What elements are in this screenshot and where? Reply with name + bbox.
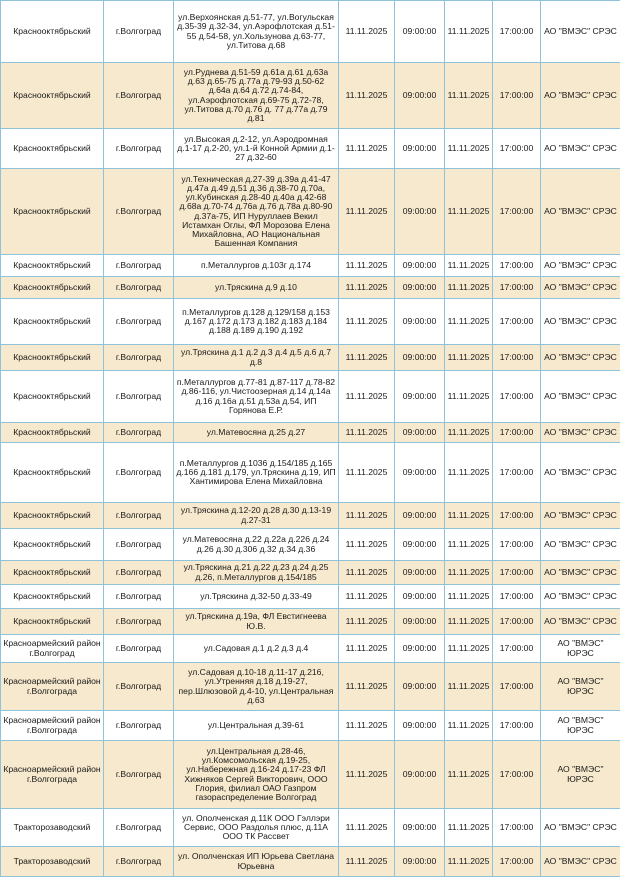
end-date-cell: 11.11.2025 [445,299,493,345]
end-date-cell: 11.11.2025 [445,63,493,129]
address-cell: ул.Тряскина д.9 д.10 [174,277,339,299]
table-row [1,503,620,529]
district-cell: Краснооктябрьский [1,371,104,423]
district-cell: Краснооктябрьский [1,63,104,129]
table-row [1,277,620,299]
end-time-cell: 17:00:00 [493,1,541,63]
start-date-cell: 11.11.2025 [339,503,395,529]
organization-cell: АО "ВМЭС" СРЭС [541,585,620,609]
address-cell: ул. Ополченская д.11К ООО Гэллэри Сервис, ООО Раздолья плюс, д.11А ООО ТК Рассвет [174,809,339,847]
end-date-cell: 11.11.2025 [445,585,493,609]
start-time-cell: 09:00:00 [395,529,445,561]
start-date-cell: 11.11.2025 [339,711,395,741]
end-time-cell: 17:00:00 [493,63,541,129]
end-time-cell: 17:00:00 [493,255,541,277]
start-date-cell: 11.11.2025 [339,663,395,711]
city-cell: г.Волгоград [104,635,174,663]
start-date-cell: 11.11.2025 [339,423,395,443]
end-date-cell: 11.11.2025 [445,277,493,299]
organization-cell: АО "ВМЭС" СРЭС [541,345,620,371]
district-cell: Краснооктябрьский [1,345,104,371]
organization-cell: АО "ВМЭС" СРЭС [541,503,620,529]
table-row [1,63,620,129]
district-cell: Краснооктябрьский [1,277,104,299]
district-cell: Тракторозаводский [1,809,104,847]
city-cell: г.Волгоград [104,345,174,371]
district-cell: Краснооктябрьский [1,609,104,635]
start-date-cell: 11.11.2025 [339,299,395,345]
district-cell: Краснооктябрьский [1,169,104,255]
city-cell: г.Волгоград [104,663,174,711]
end-time-cell: 17:00:00 [493,529,541,561]
table-row [1,345,620,371]
end-time-cell: 17:00:00 [493,169,541,255]
table-row [1,741,620,809]
city-cell: г.Волгоград [104,169,174,255]
end-date-cell: 11.11.2025 [445,663,493,711]
city-cell: г.Волгоград [104,741,174,809]
city-cell: г.Волгоград [104,809,174,847]
address-cell: п.Металлургов д.77-81 д.87-117 д.78-82 д.86-116, ул.Чистоозерная д.14 д.14а д.16 д.16а д.51 д.53а д.54, ИП Горянова Е.Р. [174,371,339,423]
start-date-cell: 11.11.2025 [339,635,395,663]
start-time-cell: 09:00:00 [395,635,445,663]
organization-cell: АО "ВМЭС" ЮРЭС [541,711,620,741]
end-time-cell: 17:00:00 [493,561,541,585]
address-cell: ул.Тряскина д.12-20 д.28 д.30 д.13-19 д.27-31 [174,503,339,529]
district-cell: Красноармейский район г.Волгограда [1,663,104,711]
organization-cell: АО "ВМЭС" СРЭС [541,129,620,169]
organization-cell: АО "ВМЭС" СРЭС [541,63,620,129]
organization-cell: АО "ВМЭС" СРЭС [541,561,620,585]
end-time-cell: 17:00:00 [493,635,541,663]
district-cell: Красноармейский район г.Волгограда [1,711,104,741]
table-row [1,1,620,63]
start-time-cell: 09:00:00 [395,443,445,503]
end-date-cell: 11.11.2025 [445,529,493,561]
start-time-cell: 09:00:00 [395,503,445,529]
address-cell: ул.Техническая д.27-39 д.39а д.41-47 д.47а д.49 д.51 д.36 д.38-70 д.70а, ул.Кубинская д.28-40 д.40а д.42-68 д.68а д.70-74 д.76а д.76 д.78а д.80-90 д.37а-75, ИП Нуруллаев Векил Истамхан Оглы, ФЛ Морозова Елена Михайловна, АО Национальная Башенная Компания [174,169,339,255]
organization-cell: АО "ВМЭС" СРЭС [541,255,620,277]
district-cell: Красноармейский район г.Волгоград [1,635,104,663]
table-row [1,371,620,423]
district-cell: Краснооктябрьский [1,561,104,585]
start-time-cell: 09:00:00 [395,423,445,443]
table-row [1,609,620,635]
start-time-cell: 09:00:00 [395,255,445,277]
end-date-cell: 11.11.2025 [445,169,493,255]
city-cell: г.Волгоград [104,503,174,529]
start-time-cell: 09:00:00 [395,561,445,585]
table-row [1,663,620,711]
city-cell: г.Волгоград [104,561,174,585]
table-body [1,1,620,877]
start-date-cell: 11.11.2025 [339,609,395,635]
address-cell: ул.Матевосяна д.25 д.27 [174,423,339,443]
address-cell: ул.Тряскина д.19а, ФЛ Евстигнеева Ю.В. [174,609,339,635]
end-date-cell: 11.11.2025 [445,711,493,741]
address-cell: ул.Тряскина д.21 д.22 д.23 д.24 д.25 д.26, п.Металлургов д.154/185 [174,561,339,585]
district-cell: Краснооктябрьский [1,129,104,169]
end-time-cell: 17:00:00 [493,443,541,503]
address-cell: ул.Руднева д.51-59 д.61а д.61 д.63а д.63 д.65-75 д.77а д.79-93 д.50-62 д.64а д.64 д.72 д.74-84, ул.Аэрофлотская д.69-75 д.72-78, ул.Титова д.70 д.76 д. 77 д.77а д.79 д.81 [174,63,339,129]
end-date-cell: 11.11.2025 [445,561,493,585]
end-time-cell: 17:00:00 [493,503,541,529]
end-date-cell: 11.11.2025 [445,423,493,443]
organization-cell: АО "ВМЭС" СРЭС [541,169,620,255]
start-time-cell: 09:00:00 [395,277,445,299]
end-time-cell: 17:00:00 [493,277,541,299]
table-row [1,129,620,169]
start-time-cell: 09:00:00 [395,741,445,809]
organization-cell: АО "ВМЭС" ЮРЭС [541,635,620,663]
end-date-cell: 11.11.2025 [445,345,493,371]
table-row [1,711,620,741]
table-row [1,635,620,663]
start-date-cell: 11.11.2025 [339,371,395,423]
organization-cell: АО "ВМЭС" СРЭС [541,277,620,299]
table-row [1,529,620,561]
address-cell: ул.Центральная д.28-46, ул.Комсомольская д.19-25, ул.Набережная д.16-24 д.17-23 ФЛ Хижняков Сергей Викторович, ООО Глория, филиал ОАО Газпром газораспределение Волгоград [174,741,339,809]
district-cell: Красноармейский район г.Волгограда [1,741,104,809]
organization-cell: АО "ВМЭС" СРЭС [541,443,620,503]
city-cell: г.Волгоград [104,255,174,277]
start-time-cell: 09:00:00 [395,169,445,255]
district-cell: Краснооктябрьский [1,299,104,345]
city-cell: г.Волгоград [104,529,174,561]
district-cell: Краснооктябрьский [1,503,104,529]
table-row [1,169,620,255]
start-date-cell: 11.11.2025 [339,129,395,169]
start-date-cell: 11.11.2025 [339,443,395,503]
end-date-cell: 11.11.2025 [445,1,493,63]
district-cell: Краснооктябрьский [1,585,104,609]
start-date-cell: 11.11.2025 [339,809,395,847]
start-date-cell: 11.11.2025 [339,1,395,63]
start-time-cell: 09:00:00 [395,609,445,635]
table-row [1,585,620,609]
end-date-cell: 11.11.2025 [445,443,493,503]
start-date-cell: 11.11.2025 [339,345,395,371]
organization-cell: АО "ВМЭС" СРЭС [541,1,620,63]
end-date-cell: 11.11.2025 [445,635,493,663]
end-date-cell: 11.11.2025 [445,371,493,423]
address-cell: ул.Садовая д.1 д.2 д.3 д.4 [174,635,339,663]
address-cell: ул.Высокая д.2-12, ул.Аэродромная д.1-17 д.2-20, ул.1-й Конной Армии д.1-27 д.32-60 [174,129,339,169]
end-date-cell: 11.11.2025 [445,741,493,809]
start-date-cell: 11.11.2025 [339,169,395,255]
start-time-cell: 09:00:00 [395,809,445,847]
end-time-cell: 17:00:00 [493,345,541,371]
table-row [1,809,620,847]
district-cell: Краснооктябрьский [1,1,104,63]
end-time-cell: 17:00:00 [493,711,541,741]
city-cell: г.Волгоград [104,1,174,63]
start-time-cell: 09:00:00 [395,585,445,609]
organization-cell: АО "ВМЭС" СРЭС [541,847,620,877]
end-time-cell: 17:00:00 [493,299,541,345]
organization-cell: АО "ВМЭС" ЮРЭС [541,741,620,809]
start-time-cell: 09:00:00 [395,1,445,63]
start-date-cell: 11.11.2025 [339,529,395,561]
address-cell: ул.Садовая д.10-18 д.11-17 д.216, ул.Утренняя д.18 д.19-27, пер.Шлюзовой д.4-10, ул.Центральная д.63 [174,663,339,711]
city-cell: г.Волгоград [104,129,174,169]
address-cell: п.Металлургов д.128 д.129/158 д.153 д.167 д.172 д.173 д.182 д.183 д.184 д.188 д.189 д.190 д.192 [174,299,339,345]
table-row [1,299,620,345]
start-time-cell: 09:00:00 [395,63,445,129]
end-time-cell: 17:00:00 [493,809,541,847]
organization-cell: АО "ВМЭС" СРЭС [541,371,620,423]
start-date-cell: 11.11.2025 [339,561,395,585]
end-time-cell: 17:00:00 [493,741,541,809]
start-time-cell: 09:00:00 [395,299,445,345]
start-time-cell: 09:00:00 [395,345,445,371]
start-time-cell: 09:00:00 [395,663,445,711]
city-cell: г.Волгоград [104,299,174,345]
city-cell: г.Волгоград [104,443,174,503]
address-cell: ул.Тряскина д.1 д.2 д.3 д.4 д.5 д.6 д.7 д.8 [174,345,339,371]
end-date-cell: 11.11.2025 [445,129,493,169]
city-cell: г.Волгоград [104,847,174,877]
city-cell: г.Волгоград [104,711,174,741]
start-time-cell: 09:00:00 [395,711,445,741]
organization-cell: АО "ВМЭС" СРЭС [541,529,620,561]
end-date-cell: 11.11.2025 [445,503,493,529]
start-time-cell: 09:00:00 [395,129,445,169]
address-cell: п.Металлургов д.103г д.174 [174,255,339,277]
end-date-cell: 11.11.2025 [445,255,493,277]
end-date-cell: 11.11.2025 [445,847,493,877]
city-cell: г.Волгоград [104,423,174,443]
address-cell: ул.Верхоянская д.51-77, ул.Вогульская д.35-39 д.32-34, ул.Аэрофлотская д.51-55 д.54-58, ул.Хользунова д.63-77, ул.Титова д.68 [174,1,339,63]
end-time-cell: 17:00:00 [493,663,541,711]
city-cell: г.Волгоград [104,585,174,609]
district-cell: Краснооктябрьский [1,443,104,503]
city-cell: г.Волгоград [104,609,174,635]
organization-cell: АО "ВМЭС" СРЭС [541,609,620,635]
end-date-cell: 11.11.2025 [445,809,493,847]
district-cell: Краснооктябрьский [1,255,104,277]
address-cell: ул.Центральная д.39-61 [174,711,339,741]
start-date-cell: 11.11.2025 [339,255,395,277]
end-time-cell: 17:00:00 [493,423,541,443]
start-date-cell: 11.11.2025 [339,847,395,877]
table-row [1,847,620,877]
start-date-cell: 11.11.2025 [339,741,395,809]
start-time-cell: 09:00:00 [395,847,445,877]
organization-cell: АО "ВМЭС" СРЭС [541,809,620,847]
start-date-cell: 11.11.2025 [339,277,395,299]
organization-cell: АО "ВМЭС" ЮРЭС [541,663,620,711]
start-time-cell: 09:00:00 [395,371,445,423]
end-time-cell: 17:00:00 [493,609,541,635]
table-row [1,561,620,585]
table-row [1,423,620,443]
city-cell: г.Волгоград [104,277,174,299]
table-row [1,255,620,277]
end-time-cell: 17:00:00 [493,371,541,423]
table-row [1,443,620,503]
end-time-cell: 17:00:00 [493,129,541,169]
end-date-cell: 11.11.2025 [445,609,493,635]
district-cell: Тракторозаводский [1,847,104,877]
organization-cell: АО "ВМЭС" СРЭС [541,299,620,345]
address-cell: ул. Ополченская ИП Юрьева Светлана Юрьевна [174,847,339,877]
city-cell: г.Волгоград [104,371,174,423]
end-time-cell: 17:00:00 [493,847,541,877]
start-date-cell: 11.11.2025 [339,63,395,129]
address-cell: п.Металлургов д.1036 д.154/185 д.165 д.166 д.181 д.179, ул.Тряскина д.19, ИП Хантимирова Елена Михайловна [174,443,339,503]
start-date-cell: 11.11.2025 [339,585,395,609]
city-cell: г.Волгоград [104,63,174,129]
address-cell: ул.Тряскина д.32-50 д.33-49 [174,585,339,609]
district-cell: Краснооктябрьский [1,423,104,443]
district-cell: Краснооктябрьский [1,529,104,561]
organization-cell: АО "ВМЭС" СРЭС [541,423,620,443]
address-cell: ул.Матевосяна д.22 д.22а д.226 д.24 д.26 д.30 д.306 д.32 д.34 д.36 [174,529,339,561]
end-time-cell: 17:00:00 [493,585,541,609]
